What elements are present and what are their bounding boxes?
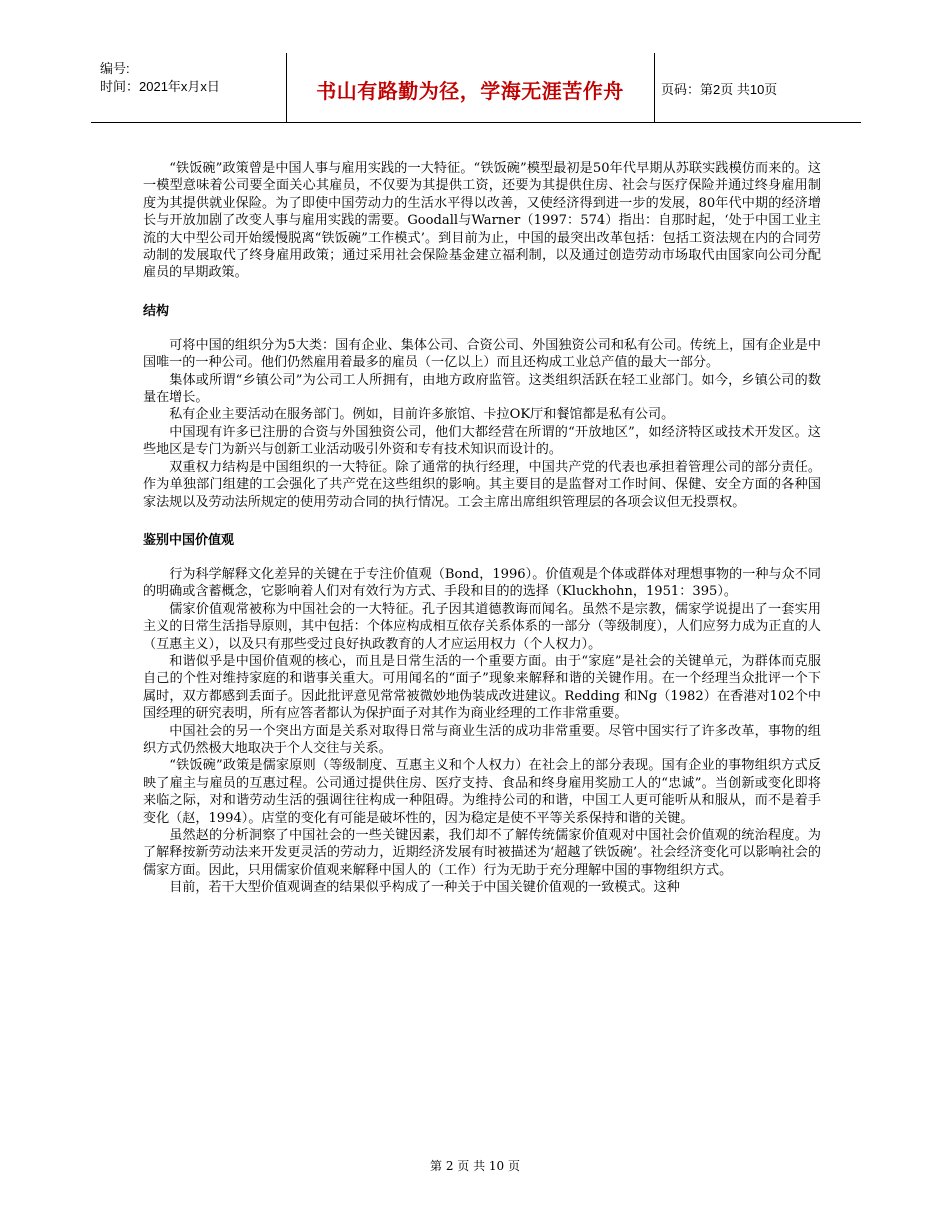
header-meta [100,60,220,96]
number-label: 编号: [100,61,130,76]
time-label: 时间：2021年x月x日 [100,79,220,94]
body-paragraph: 集体或所谓“乡镇公司”为公司工人所拥有，由地方政府监管。这类组织活跃在轻工业部门。如今，乡镇公司的数量在增长。 [143,372,821,406]
body-paragraph: 私有企业主要活动在服务部门。例如，目前许多旅馆、卡拉OK厅和餐馆都是私有公司。 [169,407,675,423]
body-paragraph: 中国现有许多已注册的合资与外国独资公司，他们大都经营在所谓的“开放地区”，如经济特区或技术开发区。这些地区是专门为新兴与创新工业活动吸引外资和专有技术知识而设计的。 [143,424,821,458]
page-footer: 第 2 页 共 10 页 [430,1159,520,1173]
header-motto: 书山有路勤为径，学海无涯苦作舟 [316,81,624,103]
body-paragraph: “铁饭碗”政策是儒家原则（等级制度、互惠主义和个人权力）在社会上的部分表现。国有企业的事物组织方式反映了雇主与雇员的互惠过程。公司通过提供住房、医疗支持、食品和终身雇用奖励工人的“忠诚”。当创新或变化即将来临之际，对和谐劳动生活的强调往往构成一种阻碍。为维持公司的和谐，中国工人更可能听从和服从，而不是着手变化（赵，1994）。店堂的变化有可能是破坏性的，因为稳定是使不平等关系保持和谐的关键。 [143,758,821,826]
intro-paragraph: “铁饭碗”政策曾是中国人事与雇用实践的一大特征。“铁饭碗”模型最初是50年代早期从苏联实践模仿而来的。这一模型意味着公司要全面关心其雇员，不仅要为其提供工资，还要为其提供住房、社会与医疗保险并通过终身雇用制度为其提供就业保险。为了即使中国劳动力的生活水平得以改善，又使经济得到进一步的发展，80年代中期的经济增长与开放加剧了改变人事与雇用实践的需要。Goodall与Warner（1997：574）指出：自那时起，‘处于中国工业主流的大中型公司开始缓慢脱离“铁饭碗”工作模式’。到目前为止，中国的最突出改革包括：包括工资法规在内的合同劳动制的发展取代了终身雇用政策；通过采用社会保险基金建立福利制，以及通过创造劳动市场取代由国家向公司分配雇员的早期政策。 [143,161,821,281]
body-paragraph: 目前，若干大型价值观调查的结果似乎构成了一种关于中国关键价值观的一致模式。这种 [169,880,680,896]
document-body [143,160,821,897]
body-paragraph: 儒家价值观常被称为中国社会的一大特征。孔子因其道德教诲而闻名。虽然不是宗教，儒家学说提出了一套实用主义的日常生活指导原则，其中包括：个体应构成相互依存关系体系的一部分（等级制度），人们应努力成为正直的人（互惠主义），以及只有那些受过良好执政教育的人才应运用权力（个人权力）。 [143,601,821,652]
body-paragraph: 中国社会的另一个突出方面是关系对取得日常与商业生活的成功非常重要。尽管中国实行了许多改革，事物的组织方式仍然极大地取决于个人交往与关系。 [143,723,821,756]
body-paragraph: 和谐似乎是中国价值观的核心，而且是日常生活的一个重要方面。由于“家庭”是社会的关键单元，为群体而克服自己的个性对维持家庭的和谐事关重大。可用闻名的“面子”现象来解释和谐的关键作用。在一个经理当众批评一个下属时，双方都感到丢面子。因此批评意见常常被微妙地伪装成改进建议。Redding 和Ng（1982）在香港对102个中国经理的研究表明，所有应答者都认为保护面子对其作为商业经理的工作非常重要。 [143,653,821,722]
body-paragraph: 可将中国的组织分为5大类：国有企业、集体公司、合资公司、外国独资公司和私有公司。传统上，国有企业是中国唯一的一种公司。他们仍然雇用着最多的雇员（一亿以上）而且还构成工业总产值的最大一部分。 [143,337,821,371]
body-paragraph: 双重权力结构是中国组织的一大特征。除了通常的执行经理，中国共产党的代表也承担着管理公司的部分责任。作为单独部门组建的工会强化了共产党在这些组织的影响。其主要目的是监督对工作时间、保健、安全方面的各种国家法规以及劳动法所规定的使用劳动合同的执行情况。工会主席出席组织管理层的各项会议但无投票权。 [143,459,821,510]
header-page-info: 页码：第2页 共10页 [661,82,778,97]
page-header [91,53,861,123]
header-divider [654,53,655,122]
body-paragraph: 虽然赵的分析洞察了中国社会的一些关键因素，我们却不了解传统儒家价值观对中国社会价值观的统治程度。为了解释按新劳动法来开发更灵活的劳动力，近期经济发展有时被描述为‘超越了铁饭碗’。社会经济变化可以影响社会的儒家方面。因此，只用儒家价值观来解释中国人的（工作）行为无助于充分理解中国的事物组织方式。 [143,828,821,878]
section-heading-structure: 结构 [143,302,170,318]
section-heading-values: 鉴别中国价值观 [143,531,235,547]
body-paragraph: 行为科学解释文化差异的关键在于专注价值观（Bond，1996）。价值观是个体或群体对理想事物的一种与众不同的明确或含蓄概念，它影响着人们对有效行为方式、手段和目的的选择（Kluckhohn，1951：395）。 [143,566,821,600]
